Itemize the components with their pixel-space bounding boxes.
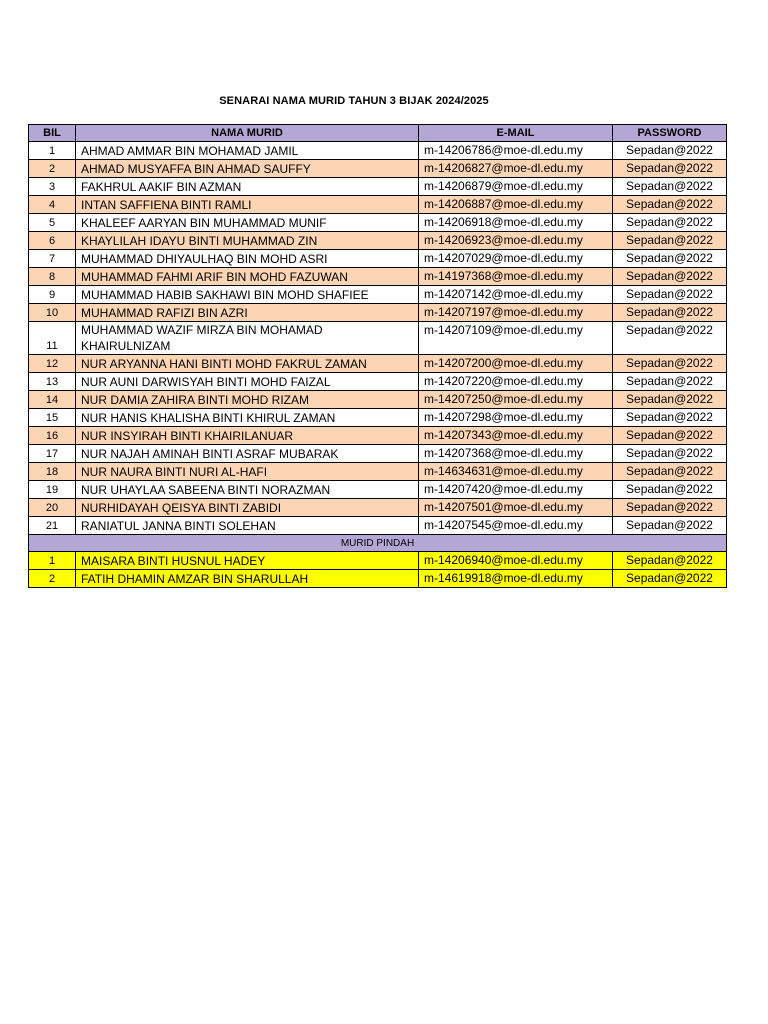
row-nama: AHMAD AMMAR BIN MOHAMAD JAMIL (76, 142, 419, 160)
row-password: Sepadan@2022 (613, 552, 727, 570)
row-password: Sepadan@2022 (613, 445, 727, 463)
row-password: Sepadan@2022 (613, 499, 727, 517)
row-email: m-14207420@moe-dl.edu.my (419, 481, 613, 499)
row-email: m-14207029@moe-dl.edu.my (419, 250, 613, 268)
table-row (29, 178, 727, 196)
row-email: m-14619918@moe-dl.edu.my (419, 570, 613, 588)
row-bil: 16 (29, 427, 76, 445)
table-row (29, 409, 727, 427)
table-row (29, 463, 727, 481)
table-row (29, 355, 727, 373)
row-bil: 14 (29, 391, 76, 409)
header-password: PASSWORD (613, 125, 727, 142)
row-bil: 10 (29, 304, 76, 322)
table-row (29, 481, 727, 499)
row-nama: NUR DAMIA ZAHIRA BINTI MOHD RIZAM (76, 391, 419, 409)
row-bil: 12 (29, 355, 76, 373)
row-email: m-14206923@moe-dl.edu.my (419, 232, 613, 250)
table-row (29, 445, 727, 463)
row-email: m-14207545@moe-dl.edu.my (419, 517, 613, 535)
row-bil: 13 (29, 373, 76, 391)
table-row (29, 499, 727, 517)
row-password: Sepadan@2022 (613, 304, 727, 322)
row-password: Sepadan@2022 (613, 427, 727, 445)
table-row (29, 160, 727, 178)
table-row (29, 268, 727, 286)
table-row (29, 427, 727, 445)
row-email: m-14207501@moe-dl.edu.my (419, 499, 613, 517)
row-nama: NUR UHAYLAA SABEENA BINTI NORAZMAN (76, 481, 419, 499)
row-email: m-14207298@moe-dl.edu.my (419, 409, 613, 427)
row-bil: 11 (29, 322, 76, 355)
row-password: Sepadan@2022 (613, 517, 727, 535)
row-nama: FATIH DHAMIN AMZAR BIN SHARULLAH (76, 570, 419, 588)
row-password: Sepadan@2022 (613, 355, 727, 373)
row-bil: 20 (29, 499, 76, 517)
row-nama: INTAN SAFFIENA BINTI RAMLI (76, 196, 419, 214)
row-bil: 4 (29, 196, 76, 214)
row-bil: 15 (29, 409, 76, 427)
row-password: Sepadan@2022 (613, 250, 727, 268)
header-bil: BIL (29, 125, 76, 142)
row-password: Sepadan@2022 (613, 160, 727, 178)
row-nama: RANIATUL JANNA BINTI SOLEHAN (76, 517, 419, 535)
row-email: m-14207250@moe-dl.edu.my (419, 391, 613, 409)
row-nama: MUHAMMAD WAZIF MIRZA BIN MOHAMAD KHAIRULNIZAM (76, 322, 419, 355)
row-bil: 2 (29, 160, 76, 178)
row-nama: KHAYLILAH IDAYU BINTI MUHAMMAD ZIN (76, 232, 419, 250)
row-nama: NUR INSYIRAH BINTI KHAIRILANUAR (76, 427, 419, 445)
row-nama: MAISARA BINTI HUSNUL HADEY (76, 552, 419, 570)
row-password: Sepadan@2022 (613, 178, 727, 196)
row-email: m-14207142@moe-dl.edu.my (419, 286, 613, 304)
row-password: Sepadan@2022 (613, 570, 727, 588)
row-email: m-14206887@moe-dl.edu.my (419, 196, 613, 214)
row-password: Sepadan@2022 (613, 409, 727, 427)
row-email: m-14207197@moe-dl.edu.my (419, 304, 613, 322)
row-bil: 1 (29, 142, 76, 160)
row-nama: MUHAMMAD DHIYAULHAQ BIN MOHD ASRI (76, 250, 419, 268)
row-bil: 17 (29, 445, 76, 463)
table-body (29, 142, 727, 588)
transferred-row (29, 570, 727, 588)
row-email: m-14197368@moe-dl.edu.my (419, 268, 613, 286)
table-row (29, 232, 727, 250)
row-nama: NUR NAURA BINTI NURI AL-HAFI (76, 463, 419, 481)
row-password: Sepadan@2022 (613, 196, 727, 214)
header-nama: NAMA MURID (76, 125, 419, 142)
table-row (29, 286, 727, 304)
row-password: Sepadan@2022 (613, 232, 727, 250)
row-nama: NUR NAJAH AMINAH BINTI ASRAF MUBARAK (76, 445, 419, 463)
row-password: Sepadan@2022 (613, 373, 727, 391)
table-row (29, 391, 727, 409)
table-row (29, 250, 727, 268)
row-bil: 18 (29, 463, 76, 481)
row-nama: FAKHRUL AAKIF BIN AZMAN (76, 178, 419, 196)
row-nama: NUR AUNI DARWISYAH BINTI MOHD FAIZAL (76, 373, 419, 391)
row-nama: KHALEEF AARYAN BIN MUHAMMAD MUNIF (76, 214, 419, 232)
row-password: Sepadan@2022 (613, 481, 727, 499)
row-email: m-14206786@moe-dl.edu.my (419, 142, 613, 160)
row-email: m-14207200@moe-dl.edu.my (419, 355, 613, 373)
row-email: m-14634631@moe-dl.edu.my (419, 463, 613, 481)
row-email: m-14206918@moe-dl.edu.my (419, 214, 613, 232)
row-email: m-14207220@moe-dl.edu.my (419, 373, 613, 391)
row-email: m-14206940@moe-dl.edu.my (419, 552, 613, 570)
row-bil: 19 (29, 481, 76, 499)
row-nama: MUHAMMAD HABIB SAKHAWI BIN MOHD SHAFIEE (76, 286, 419, 304)
row-password: Sepadan@2022 (613, 286, 727, 304)
page-title: SENARAI NAMA MURID TAHUN 3 BIJAK 2024/2025 (219, 95, 489, 107)
row-bil: 6 (29, 232, 76, 250)
row-email: m-14207368@moe-dl.edu.my (419, 445, 613, 463)
header-email: E-MAIL (419, 125, 613, 142)
row-bil: 7 (29, 250, 76, 268)
section-label: MURID PINDAH (29, 535, 727, 552)
row-nama: MUHAMMAD RAFIZI BIN AZRI (76, 304, 419, 322)
row-bil: 21 (29, 517, 76, 535)
section-row (29, 535, 727, 552)
row-bil: 5 (29, 214, 76, 232)
row-email: m-14207109@moe-dl.edu.my (419, 322, 613, 355)
table-row (29, 196, 727, 214)
row-password: Sepadan@2022 (613, 142, 727, 160)
row-bil: 9 (29, 286, 76, 304)
row-password: Sepadan@2022 (613, 214, 727, 232)
table-row (29, 214, 727, 232)
transferred-row (29, 552, 727, 570)
row-email: m-14206827@moe-dl.edu.my (419, 160, 613, 178)
row-bil: 3 (29, 178, 76, 196)
row-password: Sepadan@2022 (613, 268, 727, 286)
row-password: Sepadan@2022 (613, 322, 727, 355)
table-row (29, 304, 727, 322)
row-nama: NUR ARYANNA HANI BINTI MOHD FAKRUL ZAMAN (76, 355, 419, 373)
row-nama: NURHIDAYAH QEISYA BINTI ZABIDI (76, 499, 419, 517)
row-nama: AHMAD MUSYAFFA BIN AHMAD SAUFFY (76, 160, 419, 178)
table-row (29, 373, 727, 391)
table-row (29, 322, 727, 355)
student-table (28, 124, 727, 588)
header-row (29, 125, 727, 142)
row-nama: MUHAMMAD FAHMI ARIF BIN MOHD FAZUWAN (76, 268, 419, 286)
row-password: Sepadan@2022 (613, 391, 727, 409)
table-row (29, 142, 727, 160)
row-email: m-14207343@moe-dl.edu.my (419, 427, 613, 445)
row-bil: 8 (29, 268, 76, 286)
table-row (29, 517, 727, 535)
row-bil: 1 (29, 552, 76, 570)
row-nama: NUR HANIS KHALISHA BINTI KHIRUL ZAMAN (76, 409, 419, 427)
row-password: Sepadan@2022 (613, 463, 727, 481)
row-bil: 2 (29, 570, 76, 588)
row-email: m-14206879@moe-dl.edu.my (419, 178, 613, 196)
